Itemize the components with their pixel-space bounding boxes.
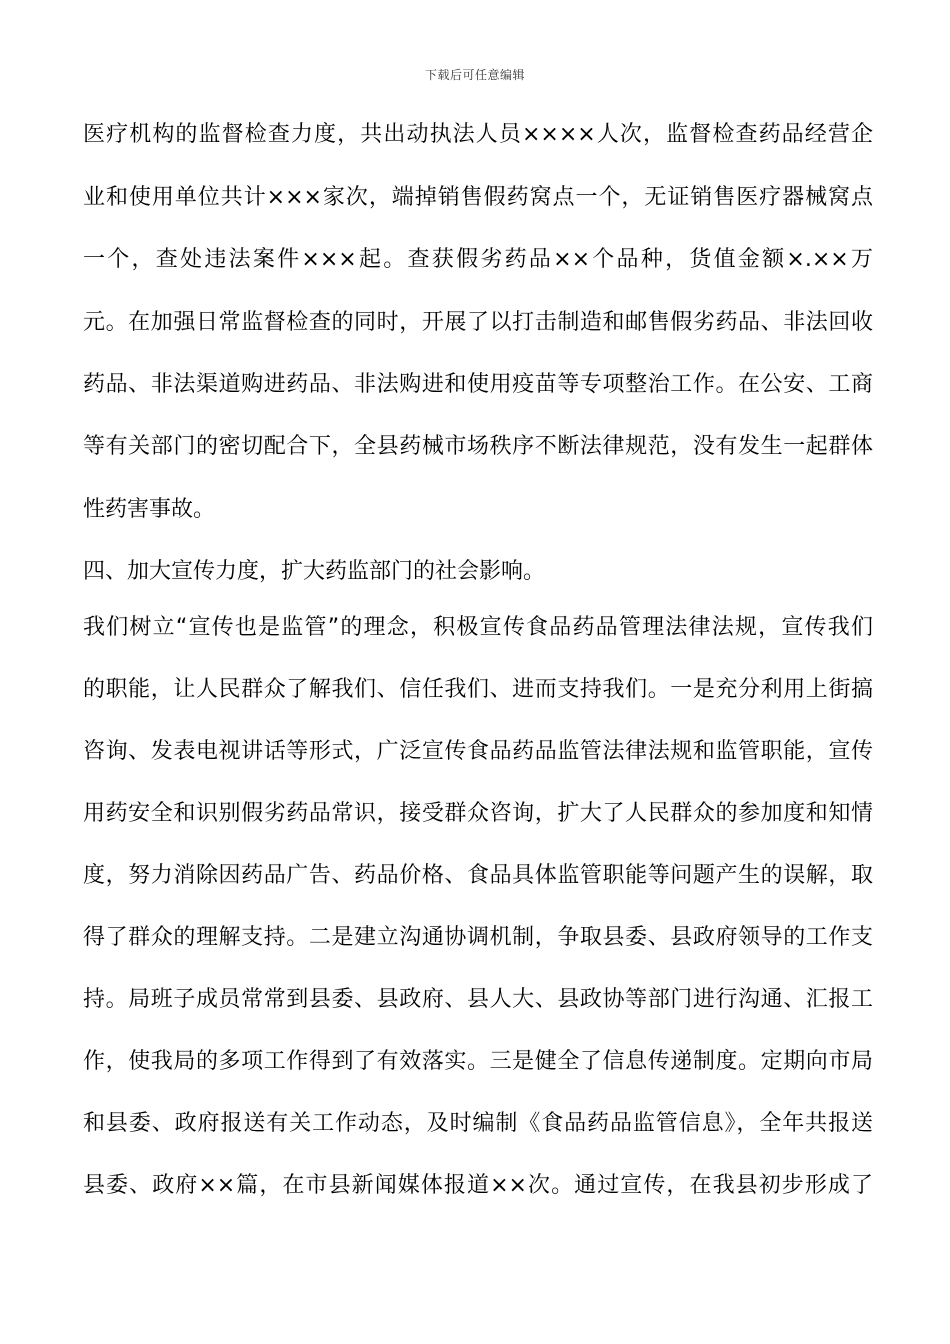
text-line: 作，使我局的多项工作得到了有效落实。三是健全了信息传递制度。定期向市局 [83, 1049, 873, 1074]
text-line: 医疗机构的监督检查力度，共出动执法人员××××人次，监督检查药品经营企 [83, 122, 873, 147]
text-line: 持。局班子成员常常到县委、县政府、县人大、县政协等部门进行沟通、汇报工 [83, 987, 873, 1012]
text-line: 县委、政府××篇，在市县新闻媒体报道××次。通过宣传，在我县初步形成了 [83, 1173, 873, 1198]
text-line: 元。在加强日常监督检查的同时，开展了以打击制造和邮售假劣药品、非法回收 [83, 310, 873, 335]
header-note: 下载后可任意编辑 [424, 68, 525, 82]
text-line: 等有关部门的密切配合下，全县药械市场秩序不断法律规范，没有发生一起群体 [83, 434, 873, 459]
text-line: 我们树立“宣传也是监管”的理念，积极宣传食品药品管理法律法规，宣传我们 [83, 615, 873, 640]
text-line: 药品、非法渠道购进药品、非法购进和使用疫苗等专项整治工作。在公安、工商 [83, 372, 873, 397]
section-heading: 四、加大宣传力度，扩大药监部门的社会影响。 [83, 559, 546, 584]
text-line: 业和使用单位共计×××家次，端掉销售假药窝点一个，无证销售医疗器械窝点 [83, 185, 873, 210]
text-line: 和县委、政府报送有关工作动态，及时编制《食品药品监管信息》，全年共报送 [83, 1111, 873, 1136]
text-line: 咨询、发表电视讲话等形式，广泛宣传食品药品监管法律法规和监管职能，宣传 [83, 739, 873, 764]
text-line: 的职能，让人民群众了解我们、信任我们、进而支持我们。一是充分利用上街搞 [83, 677, 873, 702]
text-line: 性药害事故。 [83, 497, 216, 522]
text-line: 用药安全和识别假劣药品常识，接受群众咨询，扩大了人民群众的参加度和知情 [83, 801, 873, 826]
text-line: 得了群众的理解支持。二是建立沟通协调机制，争取县委、县政府领导的工作支 [83, 925, 873, 950]
text-line: 度，努力消除因药品广告、药品价格、食品具体监管职能等问题产生的误解，取 [83, 863, 873, 888]
text-line: 一个，查处违法案件×××起。查获假劣药品××个品种，货值金额×.××万 [83, 247, 873, 272]
